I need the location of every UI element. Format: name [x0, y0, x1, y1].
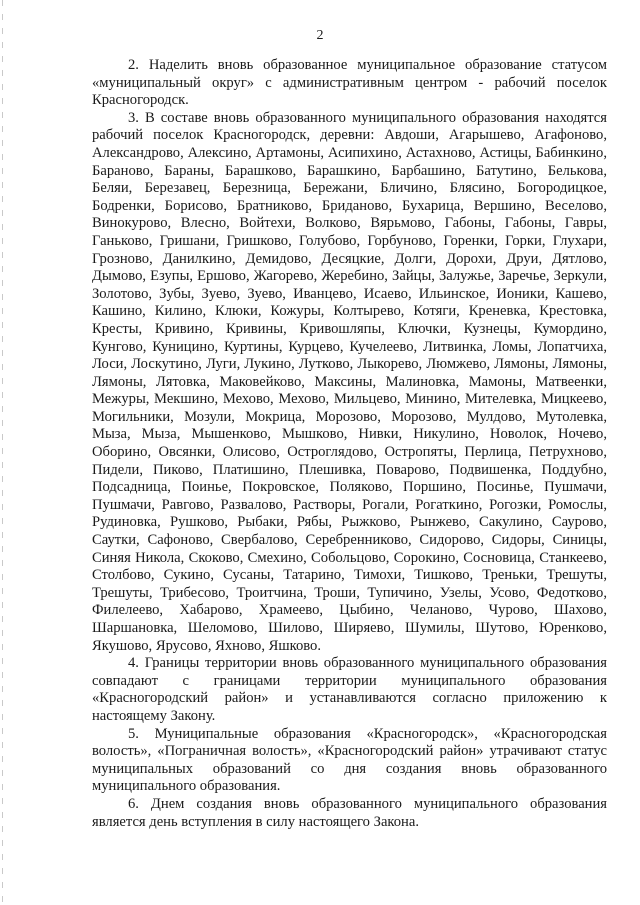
- paragraph-2-status: 2. Наделить вновь образованное муниципальное образование статусом «муниципальный округ» с административным центром - рабочий поселок Красногородск.: [92, 57, 607, 109]
- page-number: 2: [316, 28, 324, 43]
- paragraph-4-borders: 4. Границы территории вновь образованного муниципального образования совпадают с границами территории муниципального образования «Красногородский район» и устанавливаются согласно приложению к настоящему Закону.: [92, 655, 607, 724]
- paragraph-3-settlements: 3. В составе вновь образованного муниципального образования находятся рабочий поселок Красногородск, деревни: Авдоши, Агарышево, Агафоново, Александрово, Алексино, Артамоны, Асипихино, Астахново, Астицы, Бабинкино, Бараново, Бараны, Барашково, Барашкино, Барбашино, Батутино, Белькова, Беляи, Березавец, Березница, Бережани, Бличино, Блясино, Богородицкое, Бодренки, Борисово, Братниково, Бриданово, Бухарица, Вершино, Веселово, Винокурово, Влесно, Войтехи, Волково, Вярьмово, Габоны, Габоны, Гавры, Ганьково, Гришани, Гришково, Голубово, Горбуново, Горенки, Горки, Глухари, Грозново, Данилкино, Демидово, Десяцкие, Долги, Дорохи, Друи, Дятлово, Дымово, Езупы, Ершово, Жагорево, Жеребино, Зайцы, Залужье, Заречье, Зеркули, Золотово, Зубы, Зуево, Зуево, Иванцево, Исаево, Ильинское, Ионики, Кашево, Кашино, Килино, Клюки, Кожуры, Колтырево, Котяги, Креневка, Крестовка, Кресты, Кривино, Кривины, Кривошляпы, Ключки, Кузнецы, Кумордино, Кунгово, Куницино, Куртины, Курцево, Кучелеево, Литвинка, Ломы, Лопатчиха, Лоси, Лоскутино, Луги, Лукино, Лутково, Лыкорево, Люмжево, Лямоны, Лямоны, Лямоны, Лятовка, Маковейково, Максины, Малиновка, Мамоны, Матвеенки, Межуры, Мекшино, Мехово, Мехово, Мильцево, Минино, Мителевка, Мицкеево, Могильники, Мозули, Мокрица, Морозово, Морозово, Мулдово, Мутолевка, Мыза, Мыза, Мышенково, Мышково, Нивки, Никулино, Новолок, Ночево, Оборино, Овсянки, Олисово, Остроглядово, Остропяты, Перлица, Петрухново, Пидели, Пиково, Платишино, Плешивка, Поварово, Подвишенка, Поддубно, Подсадница, Поинье, Покровское, Поляково, Поршино, Посинье, Пушмачи, Пушмачи, Равгово, Развалово, Растворы, Рогали, Рогаткино, Рогозки, Ромослы, Рудиновка, Рушково, Рыбаки, Рябы, Рыжково, Рынжево, Сакулино, Саурово, Саутки, Сафоново, Свербалово, Серебренниково, Сидорово, Сидоры, Синицы, Синяя Никола, Скоково, Смехино, Собольцово, Сорокино, Сосновица, Станкеево, Столбово, Сукино, Сусаны, Татарино, Тимохи, Тишково, Треньки, Трешуты, Трешуты, Трибесово, Троитчина, Троши, Тупичино, Узелы, Усово, Федотково, Филелеево, Хабарово, Храмеево, Цыбино, Челаново, Чурово, Шахово, Шаршановка, Шеломово, Шилово, Ширяево, Шумилы, Шутово, Юренково, Якушово, Ярусово, Яхново, Яшково.: [92, 109, 607, 654]
- document-body: [92, 57, 607, 831]
- paragraph-6-creation-date: 6. Днем создания вновь образованного муниципального образования является день вступления в силу настоящего Закона.: [92, 795, 607, 830]
- paragraph-5-status-lost: 5. Муниципальные образования «Красногородск», «Красногородская волость», «Пограничная волость», «Красногородский район» утрачивают статус муниципальных образований со дня создания вновь образованного муниципального образования.: [92, 725, 607, 795]
- scan-edge-mark: [2, 0, 3, 905]
